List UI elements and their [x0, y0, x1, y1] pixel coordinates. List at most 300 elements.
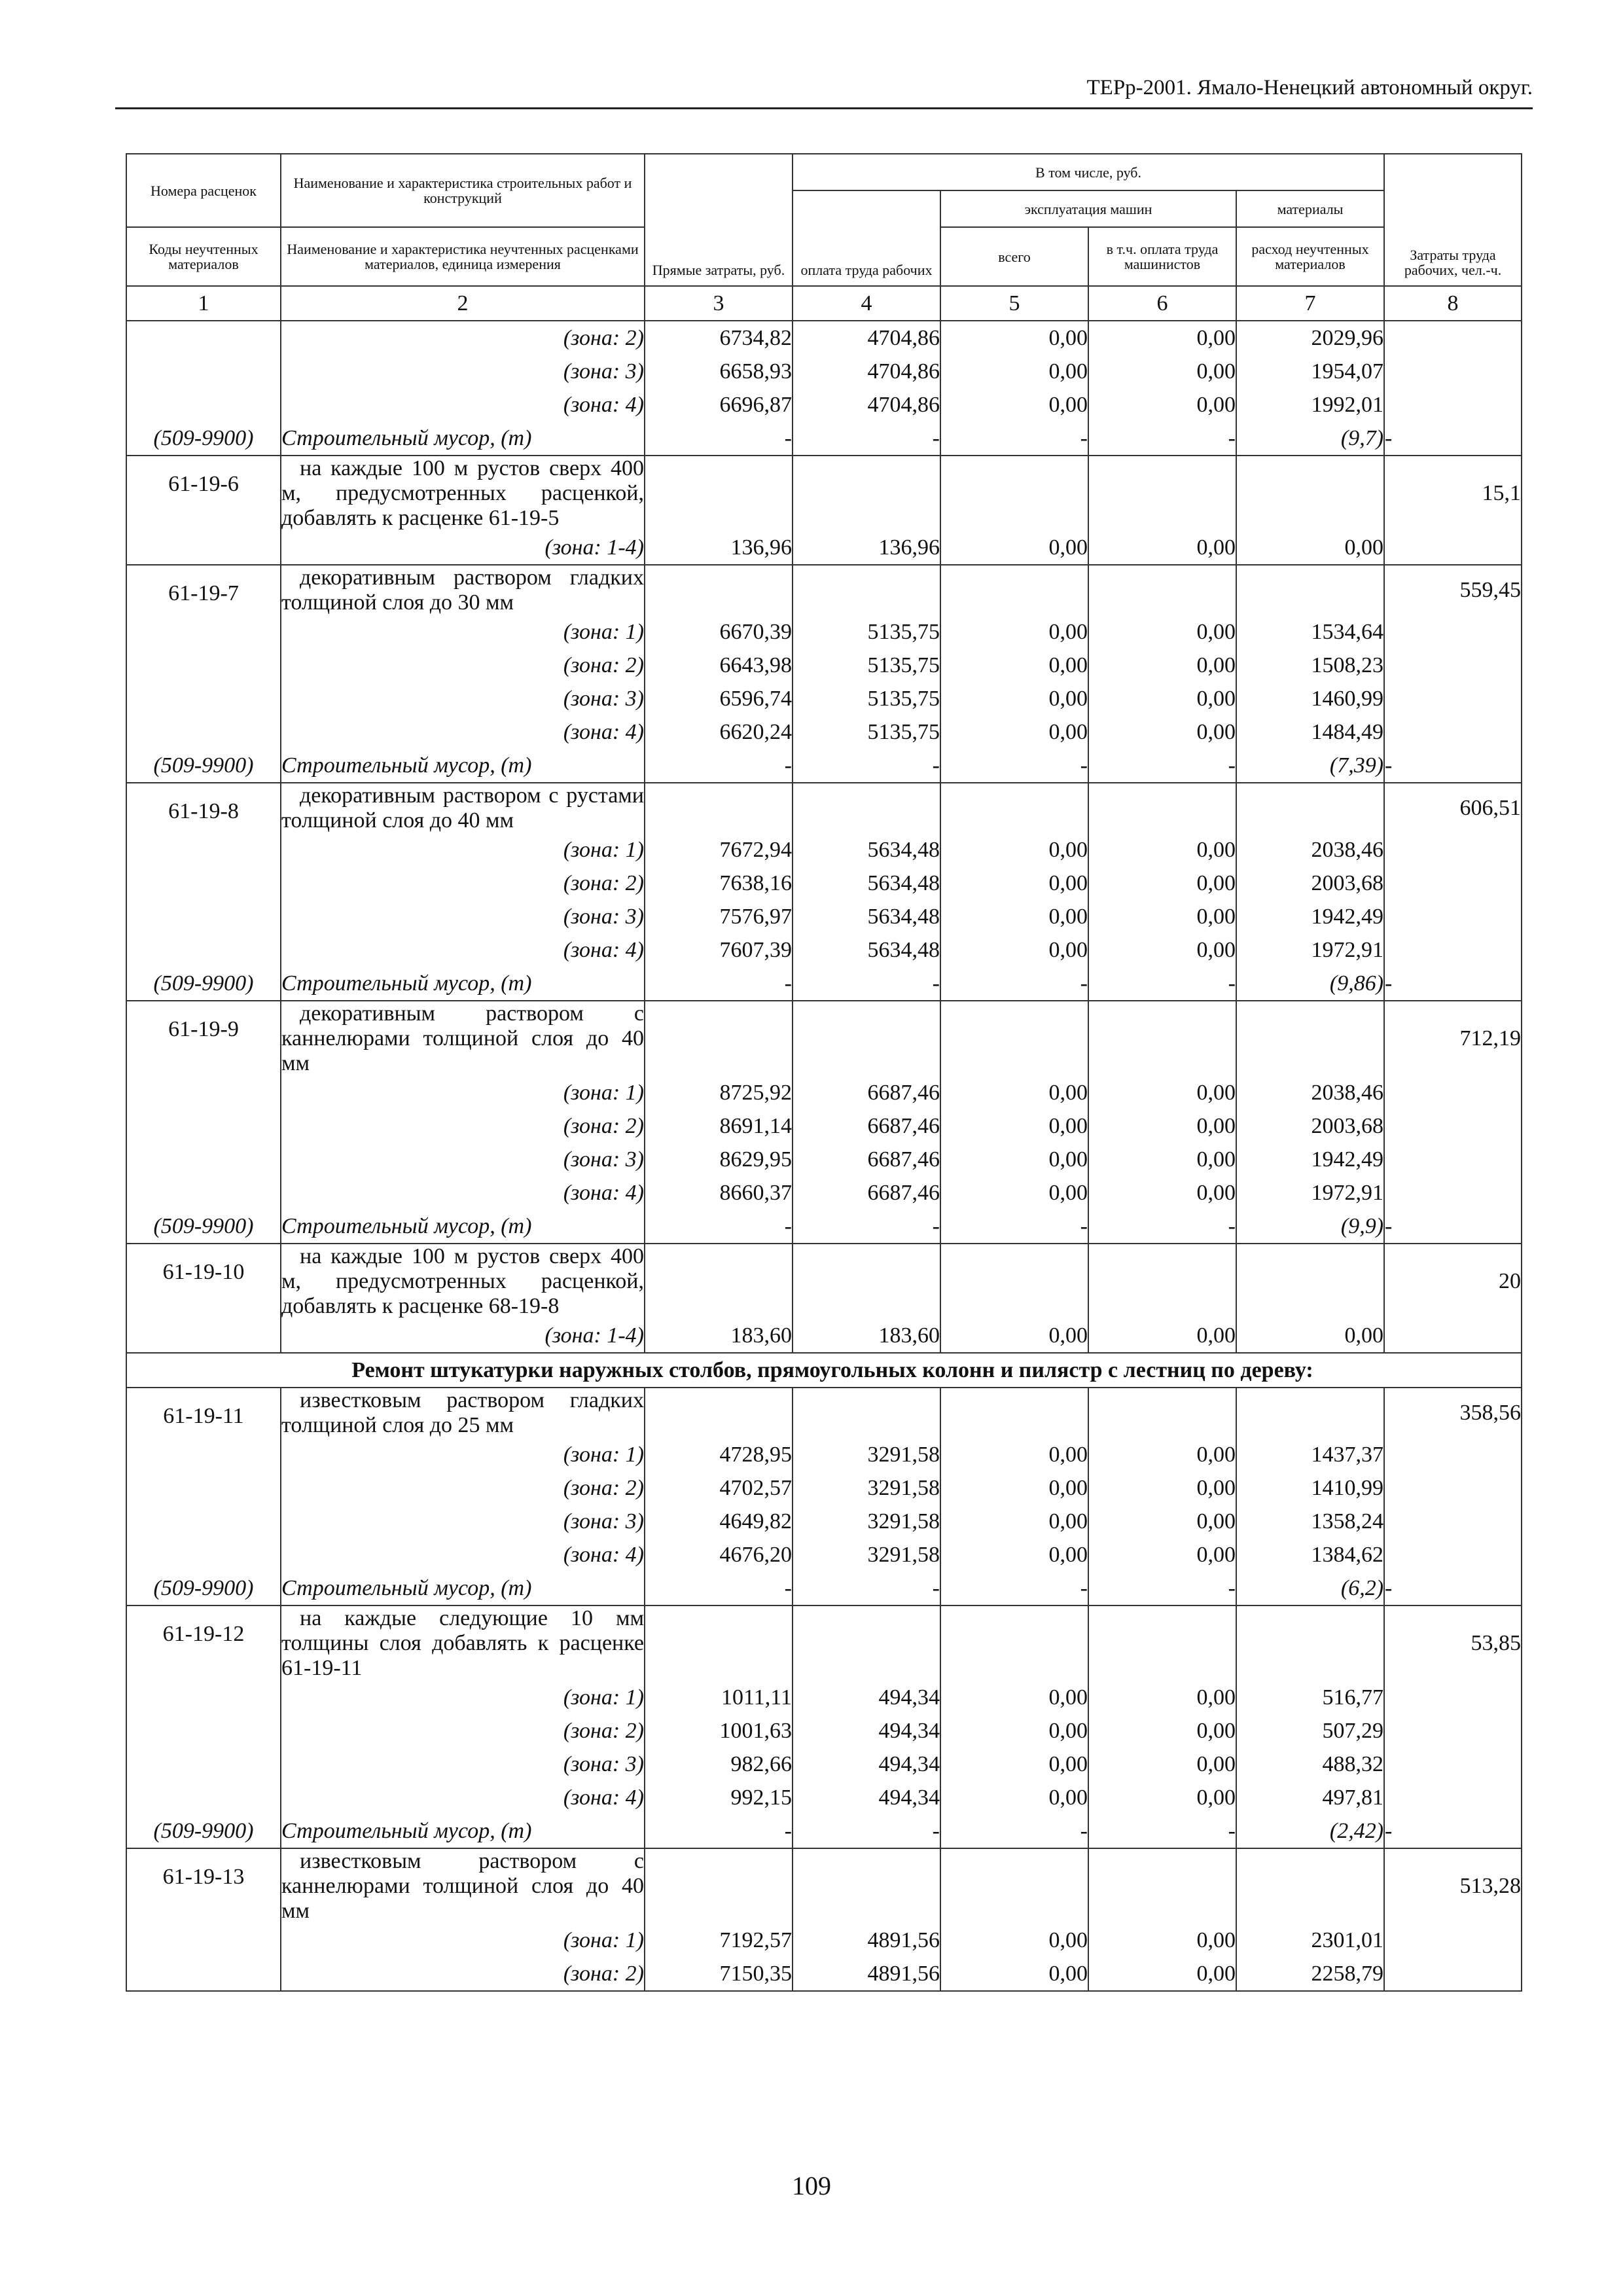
empty-cell	[1236, 783, 1384, 833]
operator-wages-value: -	[1088, 1814, 1236, 1848]
direct-costs-value: 4702,57	[645, 1471, 793, 1505]
empty-cell	[1384, 1319, 1522, 1353]
machine-operation-value: 0,00	[940, 1109, 1088, 1143]
zone-label: (зона: 3)	[281, 1505, 645, 1538]
materials-value: 1410,99	[1236, 1471, 1384, 1505]
empty-cell	[126, 682, 281, 715]
empty-cell	[1384, 1538, 1522, 1571]
machine-operation-value: 0,00	[940, 388, 1088, 422]
empty-cell	[1088, 1605, 1236, 1681]
rate-description: декоративным раствором с рустами толщиной слоя до 40 мм	[281, 783, 644, 833]
operator-wages-value: 0,00	[1088, 1438, 1236, 1471]
machine-operation-value: 0,00	[940, 1076, 1088, 1109]
empty-cell	[1384, 1781, 1522, 1814]
operator-wages-value: 0,00	[1088, 1714, 1236, 1748]
operator-wages-value: 0,00	[1088, 1471, 1236, 1505]
empty-cell	[645, 565, 793, 615]
empty-cell	[126, 1748, 281, 1781]
header-work-name: Наименование и характеристика строительных работ и конструкций	[281, 154, 645, 227]
zone-row	[126, 715, 1522, 749]
zone-label: (зона: 1)	[281, 833, 645, 867]
empty-cell	[1088, 1244, 1236, 1319]
zone-label: (зона: 3)	[281, 682, 645, 715]
machine-operation-value: 0,00	[940, 1681, 1088, 1714]
materials-value: 2003,68	[1236, 867, 1384, 900]
direct-costs-value: 992,15	[645, 1781, 793, 1814]
wages-value: 6687,46	[793, 1176, 940, 1210]
empty-cell	[126, 1319, 281, 1353]
empty-cell	[645, 456, 793, 531]
zone-label: (зона: 2)	[281, 1714, 645, 1748]
labor-value: -	[1384, 1210, 1522, 1244]
zone-label: (зона: 2)	[281, 1471, 645, 1505]
zone-label: (зона: 4)	[281, 1176, 645, 1210]
empty-cell	[126, 388, 281, 422]
materials-value: 497,81	[1236, 1781, 1384, 1814]
operator-wages-value: 0,00	[1088, 1781, 1236, 1814]
operator-wages-value: 0,00	[1088, 933, 1236, 967]
materials-value: 1972,91	[1236, 1176, 1384, 1210]
empty-cell	[126, 1143, 281, 1176]
empty-cell	[645, 1001, 793, 1076]
header-machine-operation: эксплуатация машин	[940, 190, 1236, 227]
wages-value: 4704,86	[793, 388, 940, 422]
labor-value: -	[1384, 967, 1522, 1001]
direct-costs-value: -	[645, 1814, 793, 1848]
empty-cell	[1384, 1957, 1522, 1991]
materials-value: 1437,37	[1236, 1438, 1384, 1471]
wages-value: 4891,56	[793, 1924, 940, 1957]
zone-label: (зона: 1-4)	[281, 531, 645, 565]
empty-cell	[1384, 1505, 1522, 1538]
wages-value: 4891,56	[793, 1957, 940, 1991]
direct-costs-value: 136,96	[645, 531, 793, 565]
rate-code: 61-19-8	[126, 783, 281, 833]
debris-amount: (9,9)	[1236, 1210, 1384, 1244]
zone-label: (зона: 2)	[281, 321, 645, 355]
empty-cell	[940, 1244, 1088, 1319]
empty-cell	[1236, 456, 1384, 531]
machine-operation-value: 0,00	[940, 1957, 1088, 1991]
operator-wages-value: 0,00	[1088, 615, 1236, 649]
header-labor-costs: Затраты труда рабочих, чел.-ч.	[1384, 154, 1522, 286]
direct-costs-value: 7672,94	[645, 833, 793, 867]
materials-value: 507,29	[1236, 1714, 1384, 1748]
zone-label: (зона: 2)	[281, 1109, 645, 1143]
empty-cell	[126, 1505, 281, 1538]
direct-costs-value: 4676,20	[645, 1538, 793, 1571]
machine-operation-value: 0,00	[940, 682, 1088, 715]
machine-operation-value: 0,00	[940, 1143, 1088, 1176]
machine-operation-value: 0,00	[940, 321, 1088, 355]
column-number: 6	[1088, 286, 1236, 321]
empty-cell	[1384, 933, 1522, 967]
empty-cell	[793, 1001, 940, 1076]
operator-wages-value: 0,00	[1088, 531, 1236, 565]
direct-costs-value: 1011,11	[645, 1681, 793, 1714]
machine-operation-value: 0,00	[940, 715, 1088, 749]
empty-cell	[1384, 833, 1522, 867]
empty-cell	[126, 1076, 281, 1109]
machine-operation-value: -	[940, 749, 1088, 783]
rates-table	[126, 153, 1522, 1992]
machine-operation-value: 0,00	[940, 1176, 1088, 1210]
direct-costs-value: 7607,39	[645, 933, 793, 967]
zone-row	[126, 1924, 1522, 1957]
empty-cell	[126, 1714, 281, 1748]
rate-row	[126, 456, 1522, 531]
materials-value: 1484,49	[1236, 715, 1384, 749]
section-title-row	[126, 1353, 1522, 1388]
zone-row	[126, 1438, 1522, 1471]
empty-cell	[1236, 1244, 1384, 1319]
direct-costs-value: 982,66	[645, 1748, 793, 1781]
empty-cell	[126, 1924, 281, 1957]
zone-label: (зона: 1)	[281, 1076, 645, 1109]
operator-wages-value: 0,00	[1088, 1681, 1236, 1714]
empty-cell	[126, 615, 281, 649]
column-number: 4	[793, 286, 940, 321]
header-total: всего	[940, 227, 1088, 286]
operator-wages-value: 0,00	[1088, 1319, 1236, 1353]
materials-value: 0,00	[1236, 531, 1384, 565]
direct-costs-value: -	[645, 1210, 793, 1244]
material-code: (509-9900)	[126, 749, 281, 783]
wages-value: 183,60	[793, 1319, 940, 1353]
zone-row	[126, 833, 1522, 867]
empty-cell	[1236, 1605, 1384, 1681]
empty-cell	[126, 649, 281, 682]
header-material-names: Наименование и характеристика неучтенных расценками материалов, единица измерения	[281, 227, 645, 286]
empty-cell	[645, 783, 793, 833]
zone-row	[126, 321, 1522, 355]
zone-label: (зона: 4)	[281, 1538, 645, 1571]
wages-value: 6687,46	[793, 1143, 940, 1176]
empty-cell	[1088, 456, 1236, 531]
empty-cell	[126, 1681, 281, 1714]
zone-row	[126, 1143, 1522, 1176]
empty-cell	[793, 565, 940, 615]
zone-row	[126, 649, 1522, 682]
wages-value: -	[793, 967, 940, 1001]
materials-value: 516,77	[1236, 1681, 1384, 1714]
operator-wages-value: 0,00	[1088, 1143, 1236, 1176]
zone-label: (зона: 2)	[281, 867, 645, 900]
empty-cell	[1384, 1143, 1522, 1176]
material-code: (509-9900)	[126, 1210, 281, 1244]
page-number: 109	[792, 2171, 831, 2200]
labor-value: 712,19	[1384, 1001, 1522, 1076]
zone-label: (зона: 4)	[281, 388, 645, 422]
material-name: Строительный мусор, (т)	[281, 1814, 645, 1848]
zone-row	[126, 1957, 1522, 1991]
document-header	[115, 73, 1533, 109]
labor-value: 53,85	[1384, 1605, 1522, 1681]
labor-value: 15,1	[1384, 456, 1522, 531]
column-number: 8	[1384, 286, 1522, 321]
wages-value: 3291,58	[793, 1538, 940, 1571]
empty-cell	[126, 1957, 281, 1991]
materials-value: 488,32	[1236, 1748, 1384, 1781]
zone-label: (зона: 2)	[281, 1957, 645, 1991]
wages-value: -	[793, 749, 940, 783]
operator-wages-value: 0,00	[1088, 900, 1236, 933]
direct-costs-value: -	[645, 1571, 793, 1605]
materials-value: 1534,64	[1236, 615, 1384, 649]
zone-row	[126, 1109, 1522, 1143]
header-title: ТЕРр-2001. Ямало-Ненецкий автономный округ.	[1086, 76, 1533, 99]
direct-costs-value: 4728,95	[645, 1438, 793, 1471]
rate-description: на каждые 100 м рустов сверх 400 м, предусмотренных расценкой, добавлять к расценке 68-19-8	[281, 1244, 644, 1318]
empty-cell	[1384, 715, 1522, 749]
labor-value: -	[1384, 422, 1522, 456]
empty-cell	[126, 900, 281, 933]
material-code: (509-9900)	[126, 1571, 281, 1605]
materials-value: 1358,24	[1236, 1505, 1384, 1538]
debris-row	[126, 422, 1522, 456]
column-number: 3	[645, 286, 793, 321]
machine-operation-value: 0,00	[940, 615, 1088, 649]
rate-code: 61-19-12	[126, 1605, 281, 1681]
debris-row	[126, 1210, 1522, 1244]
operator-wages-value: 0,00	[1088, 321, 1236, 355]
empty-cell	[645, 1848, 793, 1924]
empty-cell	[1384, 531, 1522, 565]
materials-value: 0,00	[1236, 1319, 1384, 1353]
wages-value: 5135,75	[793, 615, 940, 649]
machine-operation-value: 0,00	[940, 1319, 1088, 1353]
zone-row	[126, 1714, 1522, 1748]
empty-cell	[940, 1848, 1088, 1924]
material-name: Строительный мусор, (т)	[281, 1571, 645, 1605]
operator-wages-value: 0,00	[1088, 1748, 1236, 1781]
table-header	[126, 154, 1522, 321]
debris-row	[126, 1571, 1522, 1605]
zone-label: (зона: 4)	[281, 1781, 645, 1814]
direct-costs-value: 8691,14	[645, 1109, 793, 1143]
rate-row	[126, 565, 1522, 615]
zone-row	[126, 867, 1522, 900]
rate-code: 61-19-9	[126, 1001, 281, 1076]
zone-row	[126, 388, 1522, 422]
empty-cell	[645, 1388, 793, 1438]
header-wages: оплата труда рабочих	[793, 190, 940, 286]
materials-value: 1992,01	[1236, 388, 1384, 422]
labor-value: 513,28	[1384, 1848, 1522, 1924]
empty-cell	[126, 1176, 281, 1210]
empty-cell	[1384, 355, 1522, 388]
empty-cell	[1384, 900, 1522, 933]
wages-value: 136,96	[793, 531, 940, 565]
wages-value: 4704,86	[793, 321, 940, 355]
empty-cell	[126, 715, 281, 749]
rate-row	[126, 1388, 1522, 1438]
zone-row	[126, 1505, 1522, 1538]
zone-label: (зона: 3)	[281, 900, 645, 933]
rate-code: 61-19-13	[126, 1848, 281, 1924]
rate-description: известковым раствором с каннелюрами толщиной слоя до 40 мм	[281, 1849, 644, 1923]
empty-cell	[1384, 1353, 1522, 1388]
materials-value: 2258,79	[1236, 1957, 1384, 1991]
wages-value: 3291,58	[793, 1438, 940, 1471]
machine-operation-value: 0,00	[940, 833, 1088, 867]
empty-cell	[1088, 565, 1236, 615]
materials-value: 2029,96	[1236, 321, 1384, 355]
column-numbers-row	[126, 286, 1522, 321]
machine-operation-value: 0,00	[940, 900, 1088, 933]
wages-value: -	[793, 1814, 940, 1848]
wages-value: -	[793, 1571, 940, 1605]
direct-costs-value: 6658,93	[645, 355, 793, 388]
wages-value: 5135,75	[793, 715, 940, 749]
debris-amount: (7,39)	[1236, 749, 1384, 783]
zone-label: (зона: 1)	[281, 615, 645, 649]
machine-operation-value: 0,00	[940, 933, 1088, 967]
wages-value: -	[793, 1210, 940, 1244]
empty-cell	[126, 1538, 281, 1571]
empty-cell	[940, 1001, 1088, 1076]
materials-value: 2003,68	[1236, 1109, 1384, 1143]
debris-amount: (9,86)	[1236, 967, 1384, 1001]
operator-wages-value: 0,00	[1088, 649, 1236, 682]
operator-wages-value: 0,00	[1088, 1176, 1236, 1210]
empty-cell	[1384, 1748, 1522, 1781]
machine-operation-value: 0,00	[940, 1714, 1088, 1748]
wages-value: 3291,58	[793, 1505, 940, 1538]
empty-cell	[1384, 1076, 1522, 1109]
wages-value: 3291,58	[793, 1471, 940, 1505]
operator-wages-value: -	[1088, 749, 1236, 783]
direct-costs-value: 8725,92	[645, 1076, 793, 1109]
debris-amount: (2,42)	[1236, 1814, 1384, 1848]
wages-value: 494,34	[793, 1681, 940, 1714]
empty-cell	[793, 1388, 940, 1438]
materials-value: 1460,99	[1236, 682, 1384, 715]
machine-operation-value: 0,00	[940, 1781, 1088, 1814]
column-number: 1	[126, 286, 281, 321]
zone-row	[126, 1176, 1522, 1210]
debris-row	[126, 749, 1522, 783]
column-number: 5	[940, 286, 1088, 321]
direct-costs-value: -	[645, 967, 793, 1001]
empty-cell	[1384, 1438, 1522, 1471]
material-code: (509-9900)	[126, 422, 281, 456]
zone-label: (зона: 3)	[281, 1748, 645, 1781]
wages-value: 5634,48	[793, 833, 940, 867]
empty-cell	[126, 1109, 281, 1143]
empty-cell	[126, 531, 281, 565]
empty-cell	[940, 456, 1088, 531]
empty-cell	[126, 321, 281, 355]
wages-value: 5135,75	[793, 682, 940, 715]
empty-cell	[1088, 783, 1236, 833]
table-body	[126, 321, 1522, 1991]
zone-label: (зона: 1-4)	[281, 1319, 645, 1353]
machine-operation-value: -	[940, 422, 1088, 456]
rate-description: декоративным раствором с каннелюрами толщиной слоя до 40 мм	[281, 1001, 644, 1075]
empty-cell	[1384, 1714, 1522, 1748]
empty-cell	[940, 1388, 1088, 1438]
empty-cell	[1384, 1176, 1522, 1210]
machine-operation-value: 0,00	[940, 355, 1088, 388]
empty-cell	[126, 1353, 281, 1388]
header-rate-numbers: Номера расценок	[126, 154, 281, 227]
materials-value: 1954,07	[1236, 355, 1384, 388]
machine-operation-value: 0,00	[940, 1471, 1088, 1505]
material-code: (509-9900)	[126, 967, 281, 1001]
operator-wages-value: -	[1088, 967, 1236, 1001]
header-operator-wages: в т.ч. оплата труда машинистов	[1088, 227, 1236, 286]
empty-cell	[1236, 1848, 1384, 1924]
direct-costs-value: 7192,57	[645, 1924, 793, 1957]
empty-cell	[1384, 1924, 1522, 1957]
direct-costs-value: 6670,39	[645, 615, 793, 649]
empty-cell	[126, 933, 281, 967]
empty-cell	[1236, 1388, 1384, 1438]
wages-value: 494,34	[793, 1748, 940, 1781]
direct-costs-value: 4649,82	[645, 1505, 793, 1538]
machine-operation-value: 0,00	[940, 531, 1088, 565]
wages-value: 4704,86	[793, 355, 940, 388]
operator-wages-value: -	[1088, 1571, 1236, 1605]
materials-value: 2038,46	[1236, 833, 1384, 867]
empty-cell	[1384, 867, 1522, 900]
zone-label: (зона: 3)	[281, 1143, 645, 1176]
material-name: Строительный мусор, (т)	[281, 422, 645, 456]
operator-wages-value: 0,00	[1088, 388, 1236, 422]
rate-description: на каждые следующие 10 мм толщины слоя добавлять к расценке 61-19-11	[281, 1606, 644, 1680]
rate-code: 61-19-7	[126, 565, 281, 615]
machine-operation-value: 0,00	[940, 867, 1088, 900]
zone-row	[126, 1538, 1522, 1571]
wages-value: 494,34	[793, 1781, 940, 1814]
machine-operation-value: 0,00	[940, 1748, 1088, 1781]
zone-label: (зона: 4)	[281, 715, 645, 749]
rate-row	[126, 1848, 1522, 1924]
header-materials: материалы	[1236, 190, 1384, 227]
direct-costs-value: 1001,63	[645, 1714, 793, 1748]
zone-label: (зона: 4)	[281, 933, 645, 967]
materials-value: 1942,49	[1236, 900, 1384, 933]
rate-row	[126, 1001, 1522, 1076]
header-direct-costs: Прямые затраты, руб.	[645, 154, 793, 286]
empty-cell	[1236, 1001, 1384, 1076]
debris-row	[126, 967, 1522, 1001]
labor-value: 20	[1384, 1244, 1522, 1319]
material-code: (509-9900)	[126, 1814, 281, 1848]
machine-operation-value: 0,00	[940, 1505, 1088, 1538]
labor-value: -	[1384, 1571, 1522, 1605]
empty-cell	[940, 1605, 1088, 1681]
empty-cell	[940, 565, 1088, 615]
direct-costs-value: 6696,87	[645, 388, 793, 422]
empty-cell	[1384, 1681, 1522, 1714]
zone-row	[126, 900, 1522, 933]
zone-label: (зона: 3)	[281, 355, 645, 388]
operator-wages-value: 0,00	[1088, 1924, 1236, 1957]
zone-label: (зона: 1)	[281, 1438, 645, 1471]
empty-cell	[1088, 1848, 1236, 1924]
operator-wages-value: 0,00	[1088, 355, 1236, 388]
direct-costs-value: 6620,24	[645, 715, 793, 749]
direct-costs-value: -	[645, 422, 793, 456]
zone-label: (зона: 1)	[281, 1681, 645, 1714]
wages-value: 5634,48	[793, 867, 940, 900]
materials-value: 1942,49	[1236, 1143, 1384, 1176]
section-title: Ремонт штукатурки наружных столбов, прямоугольных колонн и пилястр с лестниц по дереву:	[281, 1353, 1384, 1388]
operator-wages-value: 0,00	[1088, 1538, 1236, 1571]
zone-row	[126, 933, 1522, 967]
